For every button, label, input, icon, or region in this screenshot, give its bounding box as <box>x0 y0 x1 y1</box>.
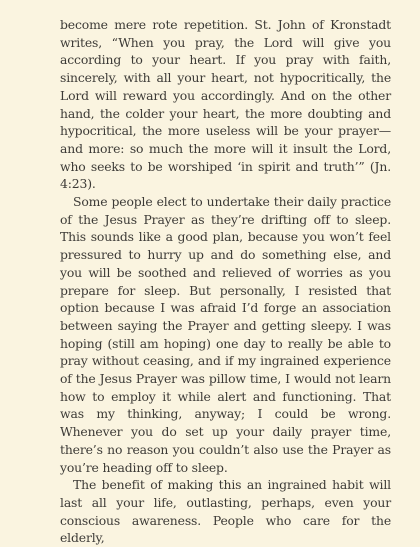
book-page-text <box>60 16 391 547</box>
paragraph-2: Some people elect to undertake their daily practice of the Jesus Prayer as they’re drifting off to sleep. This sounds like a good plan, because you won’t feel pressured to hurry up and do something else, and you will be soothed and relieved of worries as you prepare for sleep. But personally, I resisted that option because I was afraid I’d forge an association between saying the Prayer and getting sleepy. I was hoping (still am hoping) one day to really be able to pray without ceasing, and if my ingrained experience of the Jesus Prayer was pillow time, I would not learn how to employ it while alert and functioning. That was my thinking, anyway; I could be wrong. Whenever you do set up your daily prayer time, there’s no reason you couldn’t also use the Prayer as you’re heading off to sleep. <box>60 194 391 475</box>
paragraph-3: The benefit of making this an ingrained habit will last all your life, outlasting, perhaps, even your conscious awareness. People who care for the elderly, <box>60 477 391 546</box>
paragraph-1: become mere rote repetition. St. John of Kronstadt writes, “When you pray, the Lord will give you according to your heart. If you pray with faith, sincerely, with all your heart, not hypocritically, the Lord will reward you accordingly. And on the other hand, the colder your heart, the more doubting and hypocritical, the more useless will be your prayer—and more: so much the more will it insult the Lord, who seeks to be worshiped ‘in spirit and truth’” (Jn. 4:23). <box>60 17 391 192</box>
